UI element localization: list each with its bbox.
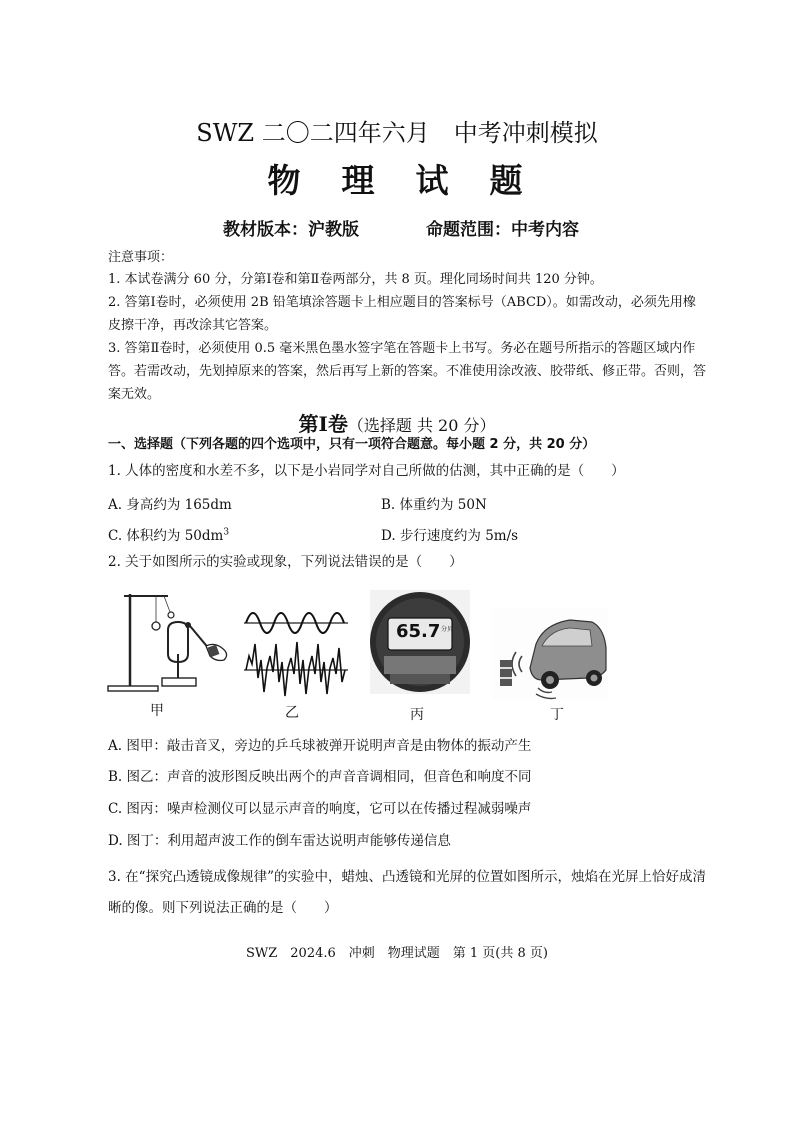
- q1-option-d: D. 步行速度约为 5m/s: [381, 528, 519, 544]
- section-title: [0, 408, 794, 437]
- exam-line: SWZ 二〇二四年六月 中考冲刺模拟: [196, 119, 598, 147]
- figure-yi-waveforms: [240, 598, 352, 704]
- q3-stem: 3. 在“探究凸透镜成像规律”的实验中，蜡烛、凸透镜和光屏的位置如图所示，烛焰在光屏上恰好成清晰的像。则下列说法正确的是（ ）: [108, 869, 706, 916]
- q1-option-a: A. 身高约为 165dm: [108, 497, 232, 513]
- figure-label-bing: 丙: [410, 707, 424, 723]
- q1-option-c-text: C. 体积约为 50dm: [108, 528, 224, 544]
- figure-jia-tuning-fork: [106, 588, 236, 696]
- q2-option-c: C. 图丙：噪声检测仪可以显示声音的响度，它可以在传播过程减弱噪声: [108, 801, 532, 817]
- meter-unit: 分贝: [441, 626, 454, 633]
- meter-reading: 65.7: [396, 621, 441, 642]
- subject-title: 物 理 试 题: [267, 161, 527, 200]
- section-title-sub: （选择题 共 20 分）: [347, 416, 496, 435]
- q1-option-c-sup: 3: [223, 527, 230, 538]
- q2-option-a: A. 图甲：敲击音叉，旁边的乒乓球被弹开说明声音是由物体的振动产生: [108, 738, 532, 754]
- page-footer: SWZ 2024.6 冲刺 物理试题 第 1 页(共 8 页): [245, 946, 548, 961]
- note-item-1: 1. 本试卷满分 60 分，分第Ⅰ卷和第Ⅱ卷两部分，共 8 页。理化同场时间共 120 分钟。: [108, 272, 603, 287]
- figure-label-yi: 乙: [285, 705, 299, 721]
- q1-option-b: B. 体重约为 50N: [381, 497, 487, 513]
- q1-option-c: [108, 527, 229, 545]
- scope-label: 命题范围：中考内容: [426, 220, 579, 240]
- note-item-2: 2. 答第Ⅰ卷时，必须使用 2B 铅笔填涂答题卡上相应题目的答案标号（ABCD）。如需改动，必须先用橡皮擦干净，再改涂其它答案。: [108, 295, 696, 333]
- notes-heading: 注意事项：: [108, 250, 174, 265]
- note-item-3: 3. 答第Ⅱ卷时，必须使用 0.5 毫米黑色墨水签字笔在答题卡上书写。务必在题号所指示的答题区域内作答。若需改动，先划掉原来的答案，然后再写上新的答案。不准使用涂改液、胶带纸、修正带。否则，答案无效。: [108, 341, 707, 402]
- q2-stem: 2. 关于如图所示的实验或现象，下列说法错误的是（ ）: [108, 554, 463, 570]
- figure-label-ding: 丁: [550, 707, 564, 723]
- edition-label: 教材版本：沪教版: [223, 220, 359, 240]
- figure-ding-car-radar: [492, 608, 608, 700]
- section-title-main: 第Ⅰ卷: [298, 412, 348, 436]
- q2-option-d: D. 图丁：利用超声波工作的倒车雷达说明声能够传递信息: [108, 833, 451, 849]
- part-heading: 一、选择题（下列各题的四个选项中，只有一项符合题意。每小题 2 分，共 20 分）: [108, 437, 596, 452]
- q2-option-b: B. 图乙：声音的波形图反映出两个的声音音调相同，但音色和响度不同: [108, 769, 532, 785]
- q1-stem: 1. 人体的密度和水差不多，以下是小岩同学对自己所做的估测，其中正确的是（ ）: [108, 463, 625, 479]
- figure-label-jia: 甲: [150, 703, 164, 719]
